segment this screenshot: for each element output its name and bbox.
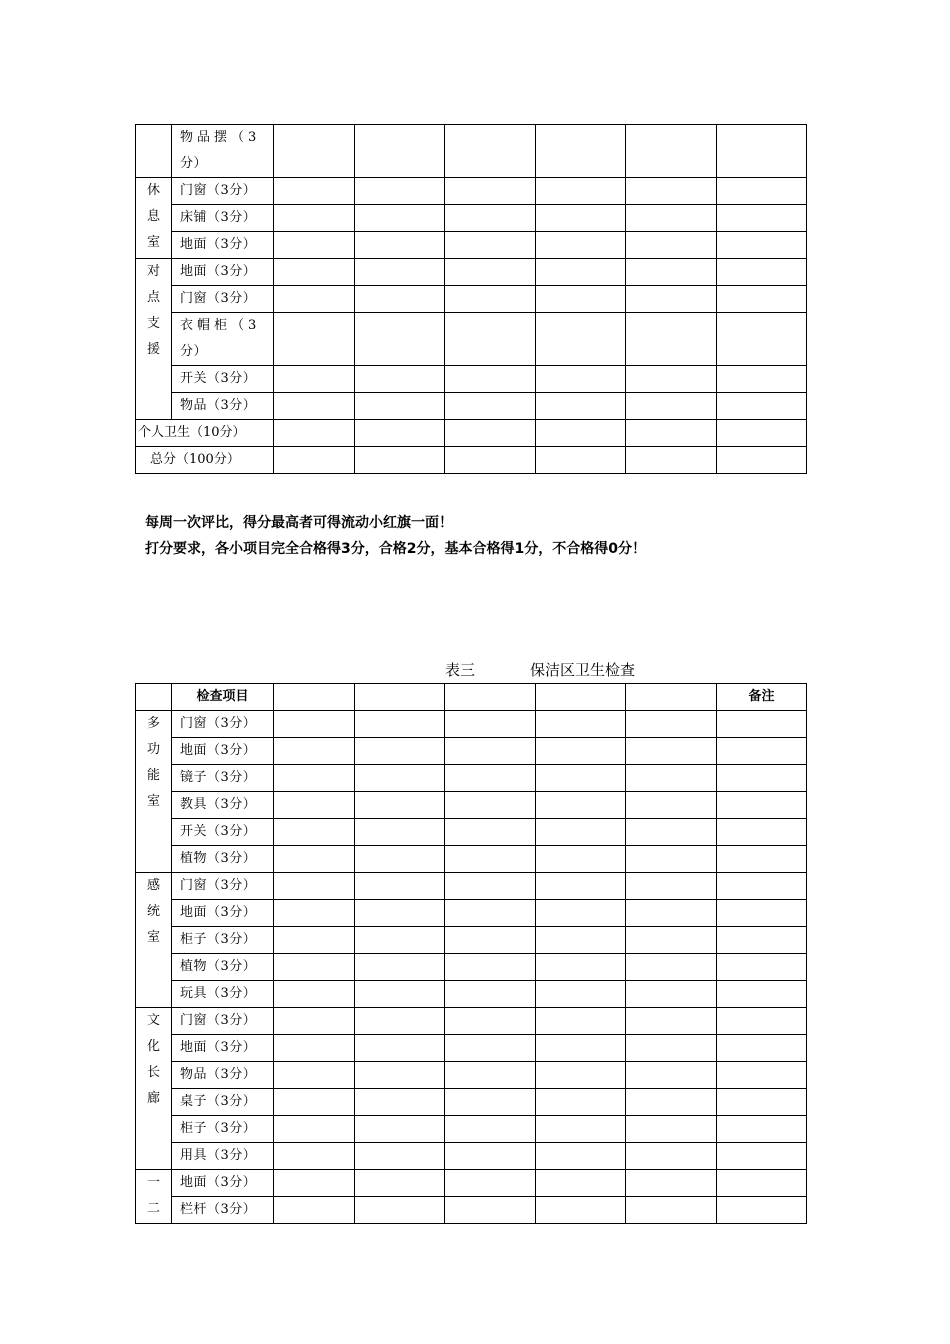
score-cell[interactable]	[274, 1035, 355, 1062]
score-cell[interactable]	[445, 954, 536, 981]
score-cell[interactable]	[626, 313, 717, 366]
score-cell[interactable]	[355, 286, 445, 313]
header-cell	[136, 684, 172, 711]
category-cell	[136, 873, 172, 1008]
score-cell[interactable]	[536, 738, 626, 765]
score-cell[interactable]	[355, 900, 445, 927]
remark-cell[interactable]	[717, 1035, 807, 1062]
table-row	[136, 1170, 807, 1197]
score-cell[interactable]	[717, 420, 807, 447]
table-number: 表三	[445, 661, 476, 679]
score-cell[interactable]	[355, 819, 445, 846]
score-cell[interactable]	[717, 178, 807, 205]
score-cell[interactable]	[536, 711, 626, 738]
item-cell: 玩具（3分）	[172, 981, 274, 1008]
score-cell[interactable]	[536, 1008, 626, 1035]
header-cell	[355, 684, 445, 711]
score-cell[interactable]	[445, 1197, 536, 1224]
score-cell[interactable]	[536, 765, 626, 792]
remark-cell[interactable]	[717, 1143, 807, 1170]
score-cell[interactable]	[626, 393, 717, 420]
scoring-notes	[145, 510, 646, 562]
item-cell: 开关（3分）	[172, 366, 274, 393]
score-cell[interactable]	[536, 259, 626, 286]
score-cell[interactable]	[536, 1089, 626, 1116]
score-cell[interactable]	[274, 1197, 355, 1224]
score-cell[interactable]	[536, 792, 626, 819]
score-cell[interactable]	[536, 954, 626, 981]
item-cell: 用具（3分）	[172, 1143, 274, 1170]
score-cell[interactable]	[717, 125, 807, 178]
item-label: 分）	[180, 344, 208, 359]
category-cell	[136, 125, 172, 178]
score-cell[interactable]	[717, 447, 807, 474]
score-cell[interactable]	[626, 819, 717, 846]
score-cell[interactable]	[274, 846, 355, 873]
score-cell[interactable]	[355, 447, 445, 474]
remark-cell[interactable]	[717, 1089, 807, 1116]
category-char: 支	[146, 316, 160, 331]
category-char: 一	[146, 1175, 160, 1190]
score-cell[interactable]	[626, 1089, 717, 1116]
table-row	[136, 711, 807, 738]
table-row	[136, 927, 807, 954]
score-cell[interactable]	[445, 178, 536, 205]
score-cell[interactable]	[274, 765, 355, 792]
item-label: 物品摆（3	[180, 130, 261, 145]
score-cell[interactable]	[717, 259, 807, 286]
score-cell[interactable]	[274, 900, 355, 927]
item-cell: 床铺（3分）	[172, 205, 274, 232]
score-cell[interactable]	[355, 1197, 445, 1224]
score-cell[interactable]	[626, 1035, 717, 1062]
score-cell[interactable]	[626, 366, 717, 393]
score-cell[interactable]	[626, 420, 717, 447]
score-cell[interactable]	[355, 981, 445, 1008]
item-cell: 门窗（3分）	[172, 873, 274, 900]
score-cell[interactable]	[536, 232, 626, 259]
score-cell[interactable]	[445, 366, 536, 393]
score-cell[interactable]	[626, 792, 717, 819]
score-cell[interactable]	[445, 1008, 536, 1035]
score-cell[interactable]	[274, 873, 355, 900]
table-row	[136, 900, 807, 927]
table-row	[136, 954, 807, 981]
item-cell: 开关（3分）	[172, 819, 274, 846]
remark-cell[interactable]	[717, 873, 807, 900]
remark-cell[interactable]	[717, 792, 807, 819]
score-cell[interactable]	[274, 1170, 355, 1197]
item-cell: 地面（3分）	[172, 900, 274, 927]
score-cell[interactable]	[536, 900, 626, 927]
score-cell[interactable]	[536, 313, 626, 366]
score-cell[interactable]	[626, 1143, 717, 1170]
table-row	[136, 1089, 807, 1116]
score-cell[interactable]	[445, 981, 536, 1008]
score-cell[interactable]	[355, 1116, 445, 1143]
score-cell[interactable]	[274, 420, 355, 447]
score-cell[interactable]	[445, 738, 536, 765]
score-cell[interactable]	[355, 125, 445, 178]
item-cell	[172, 313, 274, 366]
score-cell[interactable]	[445, 846, 536, 873]
score-cell[interactable]	[445, 1062, 536, 1089]
item-cell: 桌子（3分）	[172, 1089, 274, 1116]
remark-cell[interactable]	[717, 846, 807, 873]
header-cell	[626, 684, 717, 711]
table-row	[136, 738, 807, 765]
score-cell[interactable]	[274, 1008, 355, 1035]
item-label: 分）	[180, 156, 208, 171]
score-cell[interactable]	[355, 1035, 445, 1062]
header-remarks: 备注	[717, 684, 807, 711]
score-cell[interactable]	[355, 178, 445, 205]
remark-cell[interactable]	[717, 1062, 807, 1089]
score-cell[interactable]	[445, 1143, 536, 1170]
score-cell[interactable]	[274, 259, 355, 286]
category-char: 对	[146, 264, 160, 279]
remark-cell[interactable]	[717, 765, 807, 792]
score-cell[interactable]	[355, 846, 445, 873]
score-cell[interactable]	[355, 954, 445, 981]
score-cell[interactable]	[274, 366, 355, 393]
score-cell[interactable]	[355, 765, 445, 792]
score-cell[interactable]	[626, 765, 717, 792]
score-cell[interactable]	[626, 205, 717, 232]
item-cell: 物品（3分）	[172, 1062, 274, 1089]
score-cell[interactable]	[355, 313, 445, 366]
score-cell[interactable]	[445, 313, 536, 366]
table-row	[136, 178, 807, 205]
score-cell[interactable]	[445, 447, 536, 474]
header-cell	[445, 684, 536, 711]
score-cell[interactable]	[626, 286, 717, 313]
item-cell: 柜子（3分）	[172, 1116, 274, 1143]
score-cell[interactable]	[445, 205, 536, 232]
score-cell[interactable]	[626, 738, 717, 765]
score-cell[interactable]	[355, 873, 445, 900]
score-cell[interactable]	[626, 259, 717, 286]
score-cell[interactable]	[274, 981, 355, 1008]
table-row	[136, 205, 807, 232]
category-char: 休	[146, 183, 160, 198]
score-cell[interactable]	[626, 954, 717, 981]
category-cell	[136, 1008, 172, 1170]
cleaning-area-inspection-table	[135, 683, 807, 1224]
score-cell[interactable]	[445, 232, 536, 259]
table-row	[136, 1008, 807, 1035]
table-row	[136, 1116, 807, 1143]
table-row	[136, 1143, 807, 1170]
item-cell: 门窗（3分）	[172, 711, 274, 738]
score-cell[interactable]	[355, 1143, 445, 1170]
category-char: 多	[146, 716, 160, 731]
table-title: 保洁区卫生检查	[530, 661, 636, 679]
item-cell: 教具（3分）	[172, 792, 274, 819]
table-row	[136, 393, 807, 420]
item-cell: 门窗（3分）	[172, 286, 274, 313]
score-cell[interactable]	[626, 125, 717, 178]
item-cell	[172, 125, 274, 178]
score-cell[interactable]	[626, 981, 717, 1008]
item-cell: 地面（3分）	[172, 259, 274, 286]
item-cell: 地面（3分）	[172, 1170, 274, 1197]
score-cell[interactable]	[445, 1170, 536, 1197]
score-cell[interactable]	[626, 711, 717, 738]
category-cell	[136, 1170, 172, 1224]
category-char: 文	[146, 1013, 160, 1028]
score-cell[interactable]	[445, 792, 536, 819]
table-row	[136, 286, 807, 313]
remark-cell[interactable]	[717, 954, 807, 981]
score-cell[interactable]	[355, 1008, 445, 1035]
table-row	[136, 873, 807, 900]
category-char: 统	[146, 904, 160, 919]
score-cell[interactable]	[274, 125, 355, 178]
score-cell[interactable]	[355, 205, 445, 232]
item-cell: 地面（3分）	[172, 738, 274, 765]
score-cell[interactable]	[536, 927, 626, 954]
score-cell[interactable]	[717, 286, 807, 313]
score-cell[interactable]	[445, 819, 536, 846]
item-cell: 植物（3分）	[172, 954, 274, 981]
score-cell[interactable]	[445, 765, 536, 792]
table-row	[136, 981, 807, 1008]
score-cell[interactable]	[355, 792, 445, 819]
score-cell[interactable]	[717, 313, 807, 366]
table-row	[136, 259, 807, 286]
category-char: 能	[146, 768, 160, 783]
score-cell[interactable]	[536, 205, 626, 232]
score-cell[interactable]	[274, 232, 355, 259]
item-cell: 柜子（3分）	[172, 927, 274, 954]
score-cell[interactable]	[536, 1170, 626, 1197]
score-cell[interactable]	[274, 393, 355, 420]
table-row	[136, 232, 807, 259]
table-row	[136, 765, 807, 792]
score-cell[interactable]	[355, 1089, 445, 1116]
score-cell[interactable]	[355, 420, 445, 447]
score-cell[interactable]	[274, 205, 355, 232]
score-cell[interactable]	[626, 846, 717, 873]
score-cell[interactable]	[355, 738, 445, 765]
table-row	[136, 313, 807, 366]
category-char: 功	[146, 742, 160, 757]
score-cell[interactable]	[536, 1035, 626, 1062]
score-cell[interactable]	[717, 393, 807, 420]
score-cell[interactable]	[717, 205, 807, 232]
score-cell[interactable]	[717, 366, 807, 393]
score-cell[interactable]	[626, 178, 717, 205]
remark-cell[interactable]	[717, 711, 807, 738]
score-cell[interactable]	[274, 819, 355, 846]
item-cell: 栏杆（3分）	[172, 1197, 274, 1224]
item-cell: 门窗（3分）	[172, 1008, 274, 1035]
category-char: 长	[146, 1065, 160, 1080]
score-cell[interactable]	[717, 232, 807, 259]
table-row	[136, 366, 807, 393]
total-score-label: 总分（100分）	[136, 447, 274, 474]
score-cell[interactable]	[355, 232, 445, 259]
table-header-row	[136, 684, 807, 711]
remark-cell[interactable]	[717, 1116, 807, 1143]
score-cell[interactable]	[536, 393, 626, 420]
score-cell[interactable]	[536, 1062, 626, 1089]
category-cell	[136, 711, 172, 873]
category-char: 室	[146, 235, 160, 250]
score-cell[interactable]	[274, 286, 355, 313]
score-cell[interactable]	[445, 1089, 536, 1116]
score-cell[interactable]	[274, 1089, 355, 1116]
remark-cell[interactable]	[717, 981, 807, 1008]
header-cell	[536, 684, 626, 711]
item-cell: 地面（3分）	[172, 232, 274, 259]
category-support	[136, 259, 172, 420]
table-row	[136, 420, 807, 447]
score-cell[interactable]	[445, 900, 536, 927]
score-cell[interactable]	[445, 927, 536, 954]
score-cell[interactable]	[536, 178, 626, 205]
score-cell[interactable]	[274, 738, 355, 765]
score-cell[interactable]	[445, 286, 536, 313]
category-char: 化	[146, 1039, 160, 1054]
score-cell[interactable]	[274, 313, 355, 366]
table-row	[136, 1035, 807, 1062]
remark-cell[interactable]	[717, 738, 807, 765]
header-cell	[274, 684, 355, 711]
score-cell[interactable]	[536, 846, 626, 873]
table-row	[136, 819, 807, 846]
score-cell[interactable]	[274, 954, 355, 981]
note-scoring-rules: 打分要求，各小项目完全合格得3分，合格2分，基本合格得1分，不合格得0分！	[145, 541, 646, 557]
remark-cell[interactable]	[717, 900, 807, 927]
score-cell[interactable]	[274, 1062, 355, 1089]
score-cell[interactable]	[355, 259, 445, 286]
remark-cell[interactable]	[717, 819, 807, 846]
score-cell[interactable]	[355, 711, 445, 738]
score-cell[interactable]	[536, 125, 626, 178]
score-cell[interactable]	[274, 178, 355, 205]
note-weekly-award: 每周一次评比，得分最高者可得流动小红旗一面！	[145, 515, 453, 531]
table-row	[136, 846, 807, 873]
score-cell[interactable]	[626, 1062, 717, 1089]
remark-cell[interactable]	[717, 1197, 807, 1224]
score-cell[interactable]	[626, 873, 717, 900]
score-cell[interactable]	[536, 420, 626, 447]
score-cell[interactable]	[445, 393, 536, 420]
category-char: 息	[146, 209, 160, 224]
score-cell[interactable]	[626, 927, 717, 954]
score-cell[interactable]	[626, 1197, 717, 1224]
table-row	[136, 125, 807, 178]
score-cell[interactable]	[626, 447, 717, 474]
score-cell[interactable]	[355, 393, 445, 420]
score-cell[interactable]	[445, 873, 536, 900]
inspection-table-continued	[135, 124, 807, 474]
remark-cell[interactable]	[717, 1008, 807, 1035]
score-cell[interactable]	[445, 1116, 536, 1143]
score-cell[interactable]	[536, 286, 626, 313]
header-inspection-item: 检查项目	[172, 684, 274, 711]
item-cell: 植物（3分）	[172, 846, 274, 873]
item-label: 衣帽柜（3	[180, 318, 261, 333]
item-cell: 门窗（3分）	[172, 178, 274, 205]
score-cell[interactable]	[626, 232, 717, 259]
score-cell[interactable]	[445, 1035, 536, 1062]
table-row	[136, 1062, 807, 1089]
score-cell[interactable]	[536, 981, 626, 1008]
score-cell[interactable]	[626, 900, 717, 927]
score-cell[interactable]	[626, 1170, 717, 1197]
category-char: 室	[146, 794, 160, 809]
item-cell: 地面（3分）	[172, 1035, 274, 1062]
score-cell[interactable]	[274, 927, 355, 954]
remark-cell[interactable]	[717, 1170, 807, 1197]
table-row	[136, 792, 807, 819]
score-cell[interactable]	[355, 1170, 445, 1197]
table-row	[136, 447, 807, 474]
score-cell[interactable]	[445, 711, 536, 738]
item-cell: 镜子（3分）	[172, 765, 274, 792]
score-cell[interactable]	[355, 927, 445, 954]
score-cell[interactable]	[536, 819, 626, 846]
score-cell[interactable]	[274, 792, 355, 819]
score-cell[interactable]	[355, 366, 445, 393]
score-cell[interactable]	[536, 366, 626, 393]
score-cell[interactable]	[445, 125, 536, 178]
personal-hygiene-label: 个人卫生（10分）	[136, 420, 274, 447]
table-row	[136, 1197, 807, 1224]
score-cell[interactable]	[445, 420, 536, 447]
score-cell[interactable]	[274, 1143, 355, 1170]
score-cell[interactable]	[536, 873, 626, 900]
score-cell[interactable]	[536, 1116, 626, 1143]
category-char: 二	[146, 1201, 160, 1216]
category-char: 廊	[146, 1091, 160, 1106]
score-cell[interactable]	[355, 1062, 445, 1089]
score-cell[interactable]	[274, 447, 355, 474]
score-cell[interactable]	[536, 447, 626, 474]
score-cell[interactable]	[626, 1116, 717, 1143]
item-cell: 物品（3分）	[172, 393, 274, 420]
category-char: 感	[146, 878, 160, 893]
score-cell[interactable]	[445, 259, 536, 286]
score-cell[interactable]	[274, 711, 355, 738]
category-char: 援	[146, 342, 160, 357]
score-cell[interactable]	[536, 1197, 626, 1224]
score-cell[interactable]	[274, 1116, 355, 1143]
category-rest-room	[136, 178, 172, 259]
remark-cell[interactable]	[717, 927, 807, 954]
score-cell[interactable]	[626, 1008, 717, 1035]
score-cell[interactable]	[536, 1143, 626, 1170]
category-char: 点	[146, 290, 160, 305]
category-char: 室	[146, 930, 160, 945]
